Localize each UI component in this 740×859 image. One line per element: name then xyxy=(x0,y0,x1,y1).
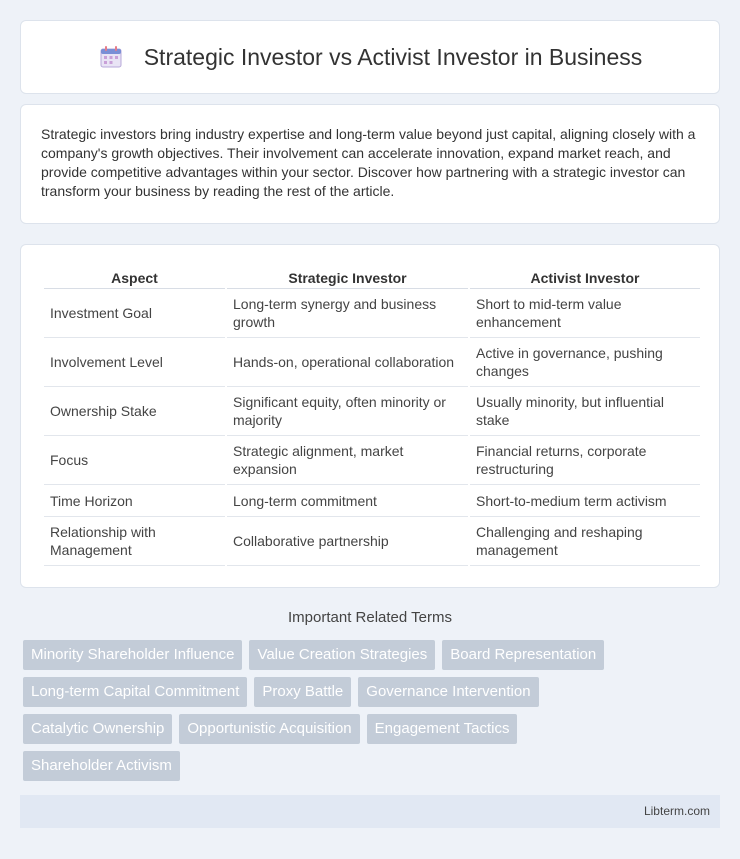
table-cell: Focus xyxy=(44,436,225,485)
table-row xyxy=(44,485,700,517)
table-cell: Financial returns, corporate restructuring xyxy=(470,436,700,485)
table-row xyxy=(44,517,700,566)
table-cell: Investment Goal xyxy=(44,289,225,338)
table-cell: Active in governance, pushing changes xyxy=(470,338,700,387)
table-row xyxy=(44,387,700,436)
table-row xyxy=(44,289,700,338)
tag-row xyxy=(23,714,723,744)
intro-text: Strategic investors bring industry expertise and long-term value beyond just capital, aligning closely with a company's growth objectives. Their involvement can accelerate innovation, expand market reach, and provide competitive advantages within your sector. Discover how partnering with a strategic investor can transform your business by reading the rest of the article. xyxy=(41,126,696,199)
table-cell: Collaborative partnership xyxy=(227,517,468,566)
column-header: Activist Investor xyxy=(470,267,700,289)
table-row xyxy=(44,436,700,485)
header-card xyxy=(20,20,720,94)
footer xyxy=(20,795,720,828)
table-cell: Significant equity, often minority or majority xyxy=(227,387,468,436)
related-term-tag[interactable]: Governance Intervention xyxy=(358,677,538,707)
table-row xyxy=(44,338,700,387)
table-cell: Challenging and reshaping management xyxy=(470,517,700,566)
calendar-icon xyxy=(98,44,124,70)
related-terms-title: Important Related Terms xyxy=(288,609,452,626)
table-cell: Ownership Stake xyxy=(44,387,225,436)
intro-card xyxy=(20,104,720,224)
table-cell: Strategic alignment, market expansion xyxy=(227,436,468,485)
table-cell: Usually minority, but influential stake xyxy=(470,387,700,436)
related-terms-list xyxy=(23,640,723,788)
comparison-table xyxy=(42,267,702,566)
related-term-tag[interactable]: Engagement Tactics xyxy=(367,714,518,744)
column-header: Aspect xyxy=(44,267,225,289)
table-cell: Hands-on, operational collaboration xyxy=(227,338,468,387)
related-term-tag[interactable]: Opportunistic Acquisition xyxy=(179,714,359,744)
table-cell: Involvement Level xyxy=(44,338,225,387)
table-cell: Short to mid-term value enhancement xyxy=(470,289,700,338)
comparison-table-card xyxy=(20,244,720,588)
related-term-tag[interactable]: Proxy Battle xyxy=(254,677,351,707)
tag-row xyxy=(23,640,723,670)
related-term-tag[interactable]: Shareholder Activism xyxy=(23,751,180,781)
table-cell: Long-term synergy and business growth xyxy=(227,289,468,338)
tag-row xyxy=(23,751,723,781)
related-term-tag[interactable]: Long-term Capital Commitment xyxy=(23,677,247,707)
table-cell: Short-to-medium term activism xyxy=(470,485,700,517)
table-cell: Long-term commitment xyxy=(227,485,468,517)
table-cell: Time Horizon xyxy=(44,485,225,517)
table-header-row xyxy=(44,267,700,289)
related-term-tag[interactable]: Value Creation Strategies xyxy=(249,640,435,670)
page-title: Strategic Investor vs Activist Investor in Business xyxy=(143,43,643,70)
footer-site-link[interactable]: Libterm.com xyxy=(643,804,710,818)
column-header: Strategic Investor xyxy=(227,267,468,289)
related-term-tag[interactable]: Board Representation xyxy=(442,640,604,670)
table-cell: Relationship with Management xyxy=(44,517,225,566)
tag-row xyxy=(23,677,723,707)
related-term-tag[interactable]: Catalytic Ownership xyxy=(23,714,172,744)
related-term-tag[interactable]: Minority Shareholder Influence xyxy=(23,640,242,670)
